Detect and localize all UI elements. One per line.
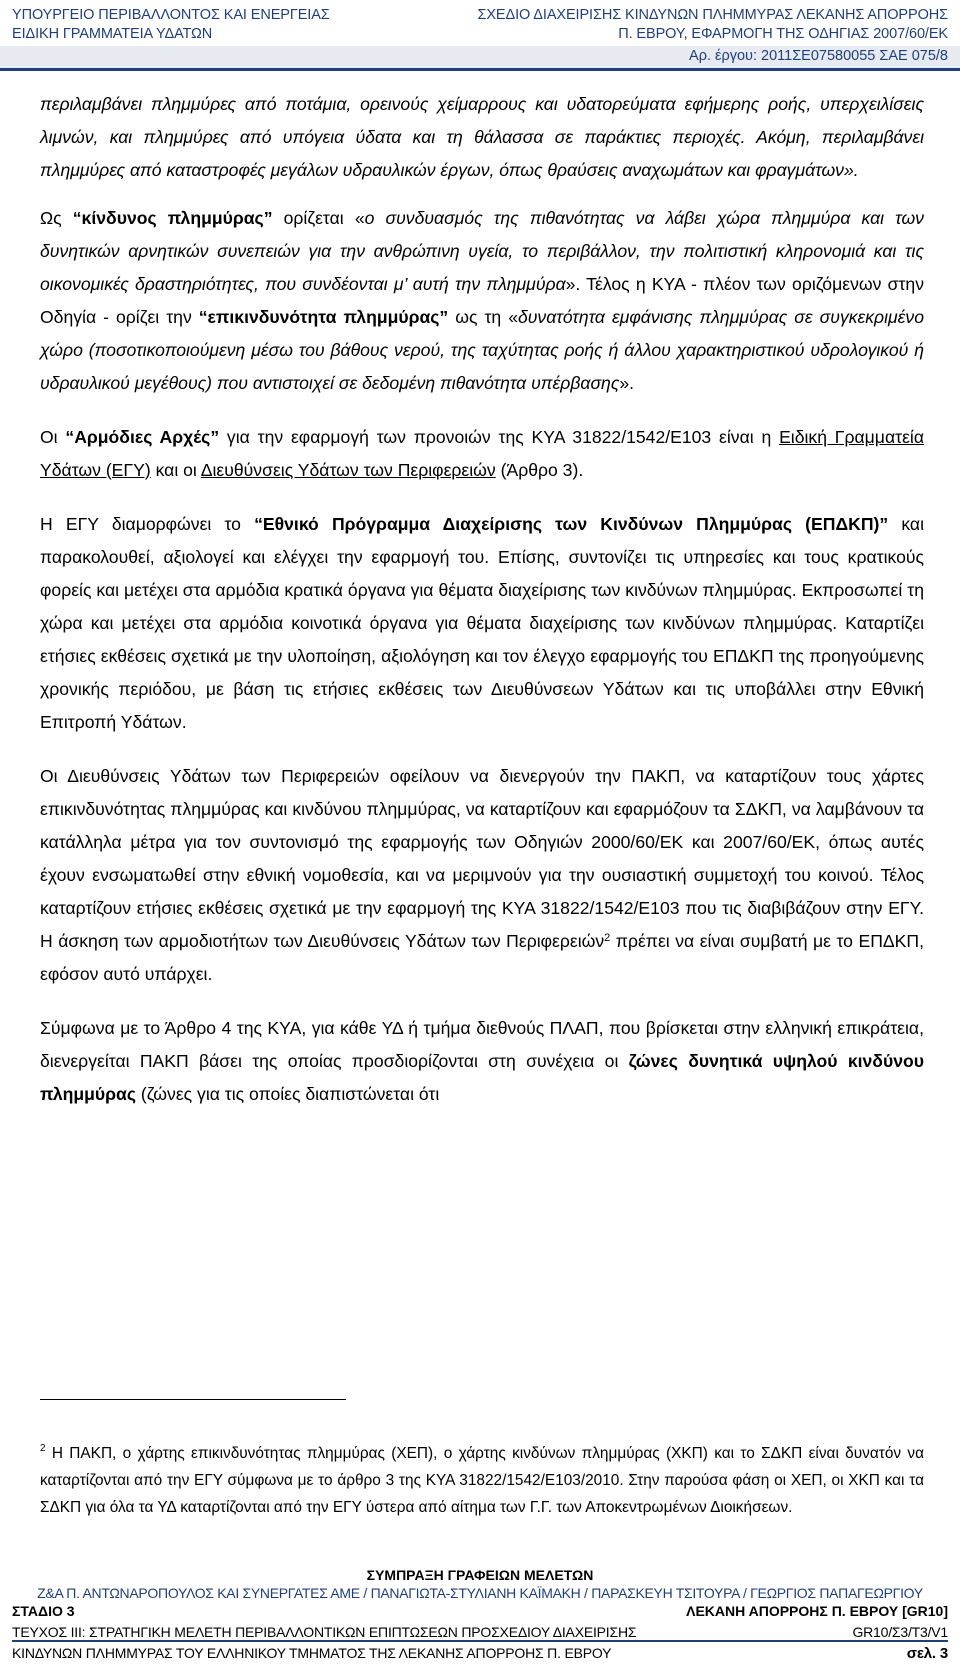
term-high-risk-zones: ζώνες δυνητικά υψηλού κινδύνου πλημμύρας	[40, 1051, 924, 1104]
consortium-members: Z&A Π. ΑΝΤΩΝΑΡΟΠΟΥΛΟΣ ΚΑΙ ΣΥΝΕΡΓΑΤΕΣ ΑΜΕ / ΠΑΝΑΓΙΩΤΑ-ΣΤΥΛΙΑΝΗ ΚΑΪΜΑΚΗ / ΠΑΡΑΣΚΕΥΗ ΤΣΙΤΟΥΡΑ / ΓΕΩΡΓΙΟΣ ΠΑΠΑΓΕΩΡΓΙΟΥ	[37, 1585, 923, 1601]
footer-volume-row-2	[12, 1645, 948, 1662]
plan-title: ΣΧΕΔΙΟ ΔΙΑΧΕΙΡΙΣΗΣ ΚΙΝΔΥΝΩΝ ΠΛΗΜΜΥΡΑΣ ΛΕΚΑΝΗΣ ΑΠΟΡΡΟΗΣ	[477, 7, 948, 23]
paragraph-continuation: περιλαμβάνει πλημμύρες από ποτάμια, ορεινούς χείμαρρους και υδατορεύματα εφήμερης ροής, υπερχειλίσεις λιμνών, και πλημμύρες από υπόγεια ύδατα και τη θάλασσα σε παράκτιες περιοχές. Ακόμη, περιλαμβάνει πλημμύρες από καταστροφές μεγάλων υδραυλικών έργων, όπως θραύσεις αναχωμάτων και φραγμάτων».	[40, 94, 924, 180]
term-flood-risk: “κίνδυνος πλημμύρας”	[72, 208, 273, 228]
footnote-text: Η ΠΑΚΠ, ο χάρτης επικινδυνότητας πλημμύρας (ΧΕΠ), ο χάρτης κινδύνων πλημμύρας (ΧΚΠ) και το ΣΔΚΠ είναι δυνατόν να καταρτίζονται από την ΕΓΥ σύμφωνα με το άρθρο 3 της ΚΥΑ 31822/1542/Ε103/2010. Στην παρούσα φάση οι ΧΕΠ, οι ΧΚΠ και τα ΣΔΚΠ για όλα τα ΥΔ καταρτίζονται από την ΕΓΥ ύστερα από αίτημα των Γ.Γ. των Αποκεντρωμένων Διοικήσεων.	[40, 1445, 924, 1516]
document-body	[40, 88, 924, 1111]
paragraph-flood-risk-definition	[40, 202, 924, 400]
stage-label: ΣΤΑΔΙΟ 3	[12, 1603, 75, 1619]
definition-quote: δυνατότητα εμφάνισης πλημμύρας σε συγκεκριμένο χώρο (ποσοτικοποιούμενη μέσω του βάθους νερού, της ταχύτητας ροής ή άλλου χαρακτηριστικού υδρολογικού ή υδραυλικού μεγέθους) που αντιστοιχεί σε δεδομένη πιθανότητα υπέρβασης	[40, 307, 924, 393]
secretariat-name: ΕΙΔΙΚΗ ΓΡΑΜΜΑΤΕΙΑ ΥΔΑΤΩΝ	[12, 26, 213, 42]
underlined-water-directorates: Διευθύνσεις Υδάτων των Περιφερειών	[200, 460, 496, 480]
ministry-name: ΥΠΟΥΡΓΕΙΟ ΠΕΡΙΒΑΛΛΟΝΤΟΣ ΚΑΙ ΕΝΕΡΓΕΙΑΣ	[12, 7, 330, 23]
paragraph-competent-authorities	[40, 421, 924, 487]
project-number: Αρ. έργου: 2011ΣΕ07580055 ΣΑΕ 075/8	[689, 48, 948, 64]
footnote	[40, 1440, 924, 1521]
definition-quote: ο συνδυασμός της πιθανότητας να λάβει χώρα πλημμύρα και των δυνητικών αρνητικών συνεπειών για την ανθρώπινη υγεία, το περιβάλλον, την πολιτιστική κληρονομιά και τις οικονομικές δραστηριότητες, που συνδέονται μ’ αυτή την πλημμύρα	[40, 208, 924, 294]
text-run: Ως	[40, 208, 73, 228]
text-run: ορίζεται «	[272, 208, 365, 228]
header-band	[0, 46, 960, 68]
volume-title-cont: ΚΙΝΔΥΝΩΝ ΠΛΗΜΜΥΡΑΣ ΤΟΥ ΕΛΛΗΝΙΚΟΥ ΤΜΗΜΑΤΟΣ ΤΗΣ ΛΕΚΑΝΗΣ ΑΠΟΡΡΟΗΣ Π. ΕΒΡΟΥ	[12, 1645, 612, 1661]
text-run: Η ΕΓΥ διαμορφώνει το	[40, 514, 255, 534]
paragraph-directorates-duties	[40, 760, 924, 991]
page-number: σελ. 3	[906, 1645, 948, 1662]
paragraph-article-4	[40, 1012, 924, 1111]
term-national-programme: “Εθνικό Πρόγραμμα Διαχείρισης των Κινδύνων Πλημμύρας (ΕΠΔΚΠ)”	[254, 514, 889, 534]
text-run: Οι	[40, 427, 66, 447]
footer-volume-row	[12, 1624, 948, 1640]
text-run: Οι Διευθύνσεις Υδάτων των Περιφερειών οφείλουν να διενεργούν την ΠΑΚΠ, να καταρτίζουν τους χάρτες επικινδυνότητας πλημμύρας και κινδύνου πλημμύρας, να καταρτίζουν και εφαρμόζουν τα ΣΔΚΠ, να λαμβάνουν τα κατάλληλα μέτρα για τον συντονισμό της εφαρμογής των Οδηγιών 2000/60/ΕΚ και 2007/60/ΕΚ, όπως αυτές έχουν ενσωματωθεί στην εθνική νομοθεσία, και να μεριμνούν για την ουσιαστική συμμετοχή του κοινού. Τέλος καταρτίζουν ετήσιες εκθέσεις σχετικά με την εφαρμογή της ΚΥΑ 31822/1542/Ε103 που τις διαβιβάζουν στην ΕΓΥ. Η άσκηση των αρμοδιοτήτων των Διευθύνσεις Υδάτων των Περιφερειών	[40, 766, 924, 951]
header-divider	[0, 68, 960, 71]
consortium-title: ΣΥΜΠΡΑΞΗ ΓΡΑΦΕΙΩΝ ΜΕΛΕΤΩΝ	[366, 1567, 594, 1583]
underlined-egy: Ειδική Γραμματεία Υδάτων (ΕΓΥ)	[40, 427, 924, 480]
text-run: ». Τέλος η ΚΥΑ - πλέον των οριζόμενων στην Οδηγία - ορίζει την	[40, 274, 925, 327]
text-run: και παρακολουθεί, αξιολογεί και ελέγχει την εφαρμογή του. Επίσης, συντονίζει τις υπηρεσίες και τους κρατικούς φορείς και μετέχει στα αρμόδια κρατικά όργανα για θέματα διαχείρισης των κινδύνων πλημμύρας. Εκπροσωπεί τη χώρα και μετέχει στα αρμόδια κοινοτικά όργανα για θέματα διαχείρισης των κινδύνων πλημμύρας. Καταρτίζει ετήσιες εκθέσεις σχετικά με την υλοποίηση, αξιολόγηση και τον έλεγχο εφαρμογής του ΕΠΔΚΠ της προηγούμενης χρονικής περιόδου, με βάση τις ετήσιες εκθέσεις των Διευθύνσεων Υδάτων και τις υποβάλλει στην Εθνική Επιτροπή Υδάτων.	[40, 514, 924, 732]
header-row-2	[12, 25, 948, 44]
footnote-number: 2	[40, 1443, 46, 1454]
document-code: GR10/Σ3/Τ3/V1	[852, 1624, 948, 1640]
text-run: (ζώνες για τις οποίες διαπιστώνεται ότι	[135, 1084, 440, 1104]
text-run: Σύμφωνα με το Άρθρο 4 της ΚΥΑ, για κάθε ΥΔ ή τμήμα διεθνούς ΠΛΑΠ, που βρίσκεται στην ελληνική επικράτεια, διενεργείται ΠΑΚΠ βάσει της οποίας προσδιορίζονται στη συνέχεια οι	[40, 1018, 924, 1071]
header-row-1	[12, 6, 948, 25]
text-run: και οι	[150, 460, 201, 480]
text-run: για την εφαρμογή των προνοιών της ΚΥΑ 31822/1542/Ε103 είναι η	[219, 427, 780, 447]
footer-stage-row	[12, 1603, 948, 1619]
footnote-reference: 2	[604, 932, 611, 944]
footnote-separator	[40, 1399, 346, 1400]
page-header	[0, 0, 960, 72]
text-run: πρέπει να είναι συμβατή με το ΕΠΔΚΠ, εφόσον αυτό υπάρχει.	[40, 931, 925, 984]
paragraph-egy-duties	[40, 508, 924, 739]
text-run: (Άρθρο 3).	[495, 460, 584, 480]
plan-subtitle: Π. ΕΒΡΟΥ, ΕΦΑΡΜΟΓΗ ΤΗΣ ΟΔΗΓΙΑΣ 2007/60/ΕΚ	[618, 26, 948, 42]
text-run: ως τη «	[448, 307, 518, 327]
volume-title: ΤΕΥΧΟΣ III: ΣΤΡΑΤΗΓΙΚΗ ΜΕΛΕΤΗ ΠΕΡΙΒΑΛΛΟΝΤΙΚΩΝ ΕΠΙΠΤΩΣΕΩΝ ΠΡΟΣΧΕΔΙΟΥ ΔΙΑΧΕΙΡΙΣΗΣ	[12, 1624, 637, 1640]
term-flood-hazard: “επικινδυνότητα πλημμύρας”	[198, 307, 449, 327]
text-run: ».	[619, 373, 635, 393]
footer-divider	[12, 1640, 948, 1642]
term-competent-authorities: “Αρμόδιες Αρχές”	[65, 427, 220, 447]
basin-label: ΛΕΚΑΝΗ ΑΠΟΡΡΟΗΣ Π. ΕΒΡΟΥ [GR10]	[686, 1603, 948, 1619]
